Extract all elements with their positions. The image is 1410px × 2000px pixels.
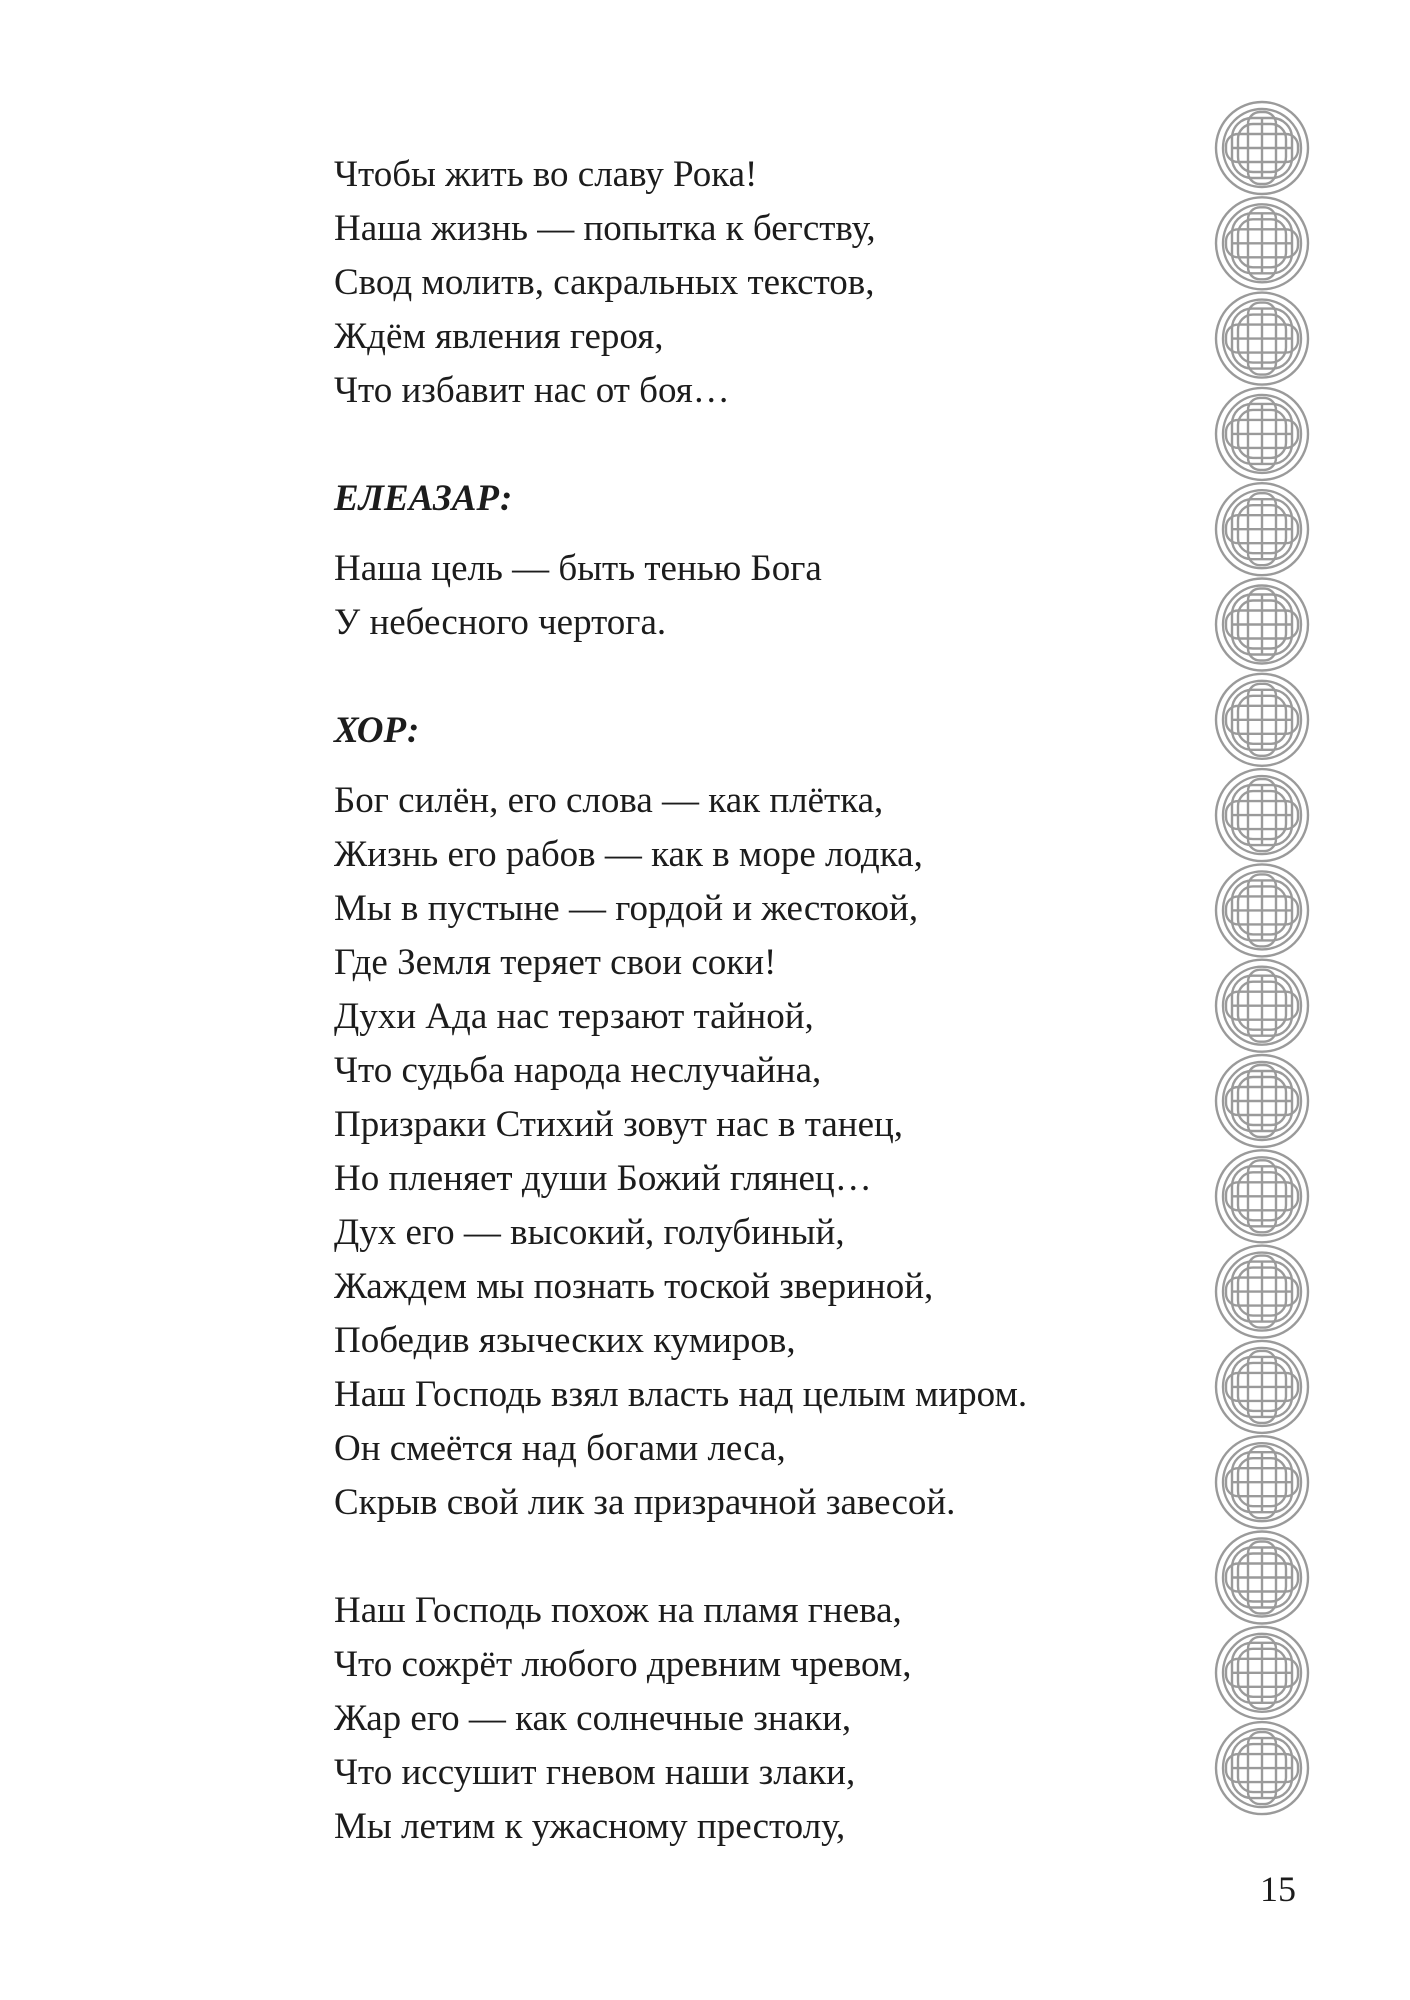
verse-text	[334, 148, 1234, 1854]
celtic-knot-icon	[1216, 1246, 1308, 1338]
verse-line: Дух его — высокий, голубиный,	[334, 1212, 845, 1253]
verse-line: Жар его — как солнечные знаки,	[334, 1698, 852, 1739]
celtic-knot-icon	[1216, 960, 1308, 1052]
celtic-knot-icon	[1216, 483, 1308, 575]
verse-line: У небесного чертога.	[334, 602, 667, 643]
verse-line: Призраки Стихий зовут нас в танец,	[334, 1104, 904, 1145]
verse-line: Что избавит нас от боя…	[334, 370, 730, 411]
verse-line: Мы летим к ужасному престолу,	[334, 1806, 846, 1847]
verse-line: Жизнь его рабов — как в море лодка,	[334, 834, 923, 875]
verse-line: Свод молитв, сакральных текстов,	[334, 262, 875, 303]
verse-line: Духи Ада нас терзают тайной,	[334, 996, 814, 1037]
verse-line: Жаждем мы познать тоской звериной,	[334, 1266, 934, 1307]
celtic-knot-icon	[1216, 1532, 1308, 1624]
celtic-knot-icon	[1216, 388, 1308, 480]
verse-line: Бог силён, его слова — как плётка,	[334, 780, 884, 821]
celtic-knot-icon	[1216, 1436, 1308, 1528]
celtic-knot-icon	[1216, 293, 1308, 385]
verse-line: Но пленяет души Божий глянец…	[334, 1158, 872, 1199]
verse-line: Мы в пустыне — гордой и жестокой,	[334, 888, 919, 929]
verse-line: Победив языческих кумиров,	[334, 1320, 796, 1361]
verse-line: Что сожрёт любого древним чревом,	[334, 1644, 912, 1685]
celtic-knot-icon	[1216, 864, 1308, 956]
page-number: 15	[1260, 1869, 1296, 1909]
stanza	[334, 148, 1234, 418]
verse-line: Наш Господь похож на пламя гнева,	[334, 1590, 902, 1631]
celtic-knot-icon	[1216, 197, 1308, 289]
celtic-knot-icon	[1216, 1341, 1308, 1433]
speaker-name: ЕЛЕАЗАР:	[334, 478, 513, 519]
celtic-knot-icon	[1216, 1627, 1308, 1719]
celtic-knot-icon	[1216, 674, 1308, 766]
verse-line: Наша жизнь — попытка к бегству,	[334, 208, 876, 249]
verse-line: Где Земля теряет свои соки!	[334, 942, 777, 983]
speaker-name: ХОР:	[334, 710, 420, 751]
celtic-knot-icon	[1216, 1722, 1308, 1814]
verse-line: Скрыв свой лик за призрачной завесой.	[334, 1482, 956, 1523]
verse-line: Наша цель — быть тенью Бога	[334, 548, 822, 589]
knot-border-ornament	[1205, 98, 1319, 1818]
verse-line: Наш Господь взял власть над целым миром.	[334, 1374, 1028, 1415]
stanza	[334, 472, 1234, 650]
celtic-knot-icon	[1216, 1055, 1308, 1147]
verse-line: Он смеётся над богами леса,	[334, 1428, 786, 1469]
stanza	[334, 1584, 1234, 1854]
celtic-knot-icon	[1216, 579, 1308, 671]
celtic-knot-icon	[1216, 1150, 1308, 1242]
celtic-knot-icon	[1216, 102, 1308, 194]
verse-line: Ждём явления героя,	[334, 316, 664, 357]
verse-line: Что иссушит гневом наши злаки,	[334, 1752, 856, 1793]
verse-line: Что судьба народа неслучайна,	[334, 1050, 822, 1091]
stanza	[334, 704, 1234, 1530]
celtic-knot-icon	[1216, 769, 1308, 861]
verse-line: Чтобы жить во славу Рока!	[334, 154, 758, 195]
